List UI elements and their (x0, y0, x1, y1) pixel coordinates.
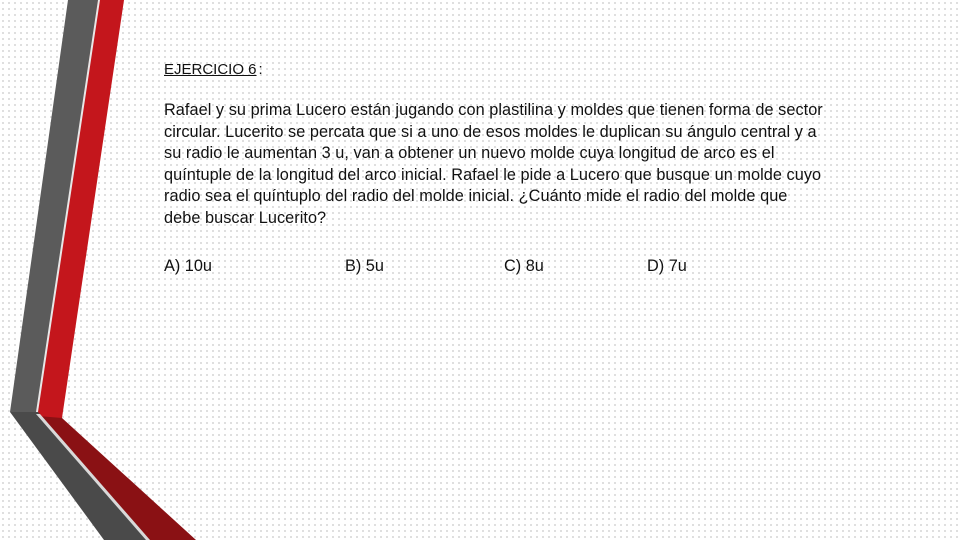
exercise-heading (164, 58, 824, 82)
option-b: B) 5u (345, 257, 384, 275)
option-c: C) 8u (504, 257, 544, 275)
exercise-content (164, 58, 824, 229)
option-d: D) 7u (647, 257, 687, 275)
exercise-title: EJERCICIO 6 (164, 61, 257, 78)
problem-statement: Rafael y su prima Lucero están jugando con plastilina y moldes que tienen forma de sector circular. Lucerito se percata que si a uno de esos moldes le duplican su ángulo central y a su radio le aumentan 3 u, van a obtener un nuevo molde cuya longitud de arco es el quíntuple de la longitud del arco inicial. Rafael le pide a Lucero que busque un molde cuyo radio sea el quíntuplo del radio del molde inicial. ¿Cuánto mide el radio del molde que debe buscar Lucerito? (164, 101, 823, 227)
exercise-title-colon: : (258, 61, 263, 78)
grey-diagonal-band (10, 412, 148, 540)
option-a: A) 10u (164, 257, 212, 275)
